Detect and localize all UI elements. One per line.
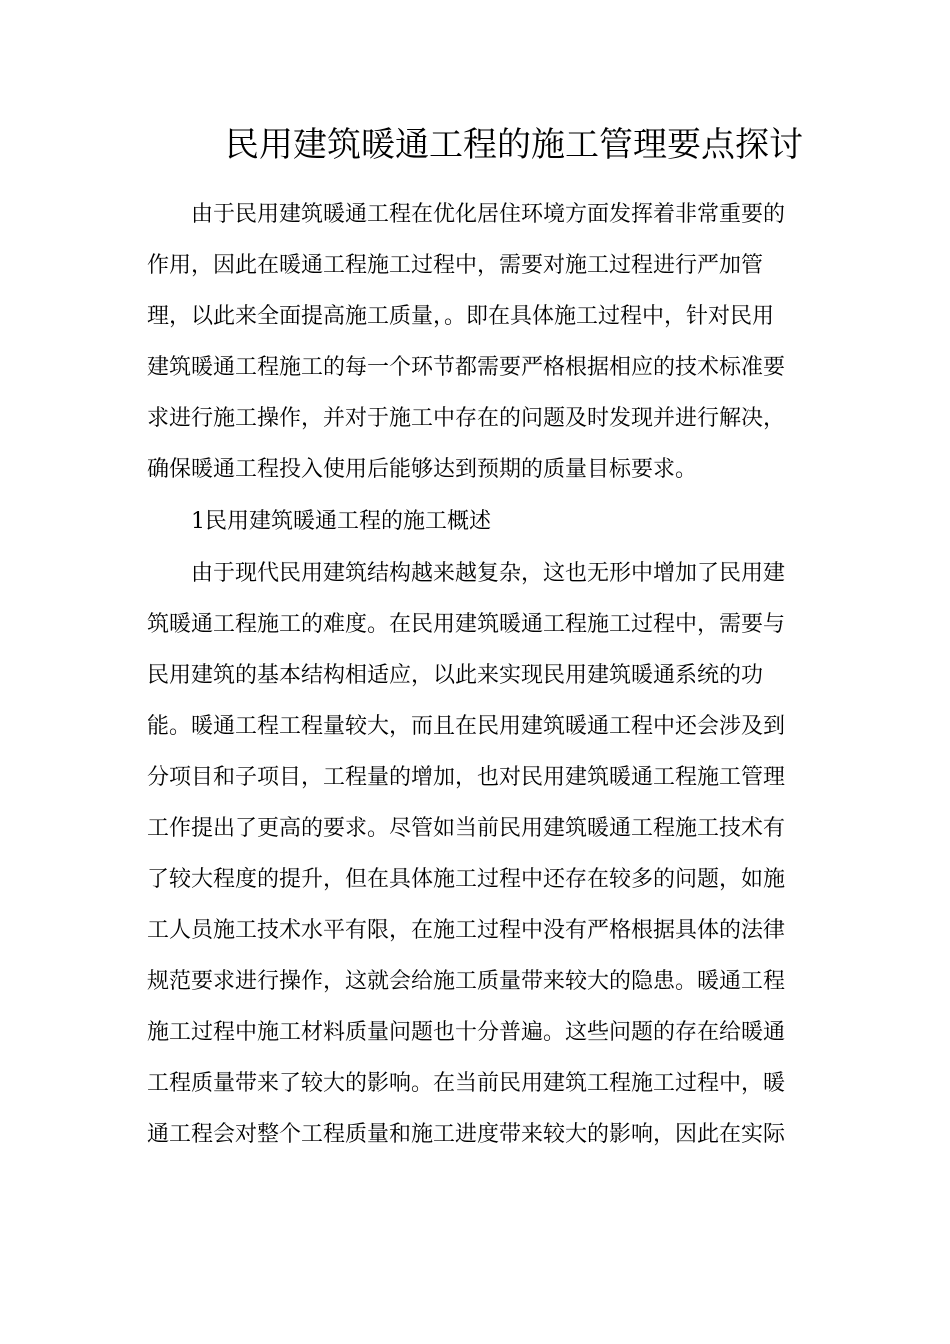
body-line-1: 由于民用建筑暖通工程在优化居住环境方面发挥着非常重要的: [191, 202, 786, 227]
body-line-3: 理，以此来全面提高施工质量，。即在具体施工过程中，针对民用: [147, 304, 775, 329]
body-line-15: 工人员施工技术水平有限，在施工过程中没有严格根据具体的法律: [147, 918, 786, 943]
body-line-18: 工程质量带来了较大的影响。在当前民用建筑工程施工过程中，暖: [147, 1071, 786, 1096]
body-line-16: 规范要求进行操作，这就会给施工质量带来较大的隐患。暖通工程: [147, 969, 786, 994]
section-heading: 1民用建筑暖通工程的施工概述: [191, 509, 491, 534]
body-line-19: 通工程会对整个工程质量和施工进度带来较大的影响，因此在实际: [147, 1122, 786, 1147]
body-line-8: 由于现代民用建筑结构越来越复杂，这也无形中增加了民用建: [191, 561, 786, 586]
body-line-2: 作用，因此在暖通工程施工过程中，需要对施工过程进行严加管: [147, 253, 764, 278]
body-line-17: 施工过程中施工材料质量问题也十分普遍。这些问题的存在给暖通: [147, 1020, 786, 1045]
body-line-4: 建筑暖通工程施工的每一个环节都需要严格根据相应的技术标准要: [147, 355, 786, 380]
body-line-9: 筑暖通工程施工的难度。在民用建筑暖通工程施工过程中，需要与: [147, 612, 786, 637]
body-line-10: 民用建筑的基本结构相适应，以此来实现民用建筑暖通系统的功: [147, 663, 764, 688]
body-line-5: 求进行施工操作，并对于施工中存在的问题及时发现并进行解决，: [147, 406, 786, 431]
body-line-11: 能。暖通工程工程量较大，而且在民用建筑暖通工程中还会涉及到: [147, 714, 786, 739]
document-title: 民用建筑暖通工程的施工管理要点探讨: [225, 125, 803, 165]
body-line-6: 确保暖通工程投入使用后能够达到预期的质量目标要求。: [147, 457, 698, 482]
body-line-13: 工作提出了更高的要求。尽管如当前民用建筑暖通工程施工技术有: [147, 816, 786, 841]
body-line-14: 了较大程度的提升，但在具体施工过程中还存在较多的问题，如施: [147, 867, 786, 892]
body-line-12: 分项目和子项目，工程量的增加，也对民用建筑暖通工程施工管理: [147, 765, 786, 790]
